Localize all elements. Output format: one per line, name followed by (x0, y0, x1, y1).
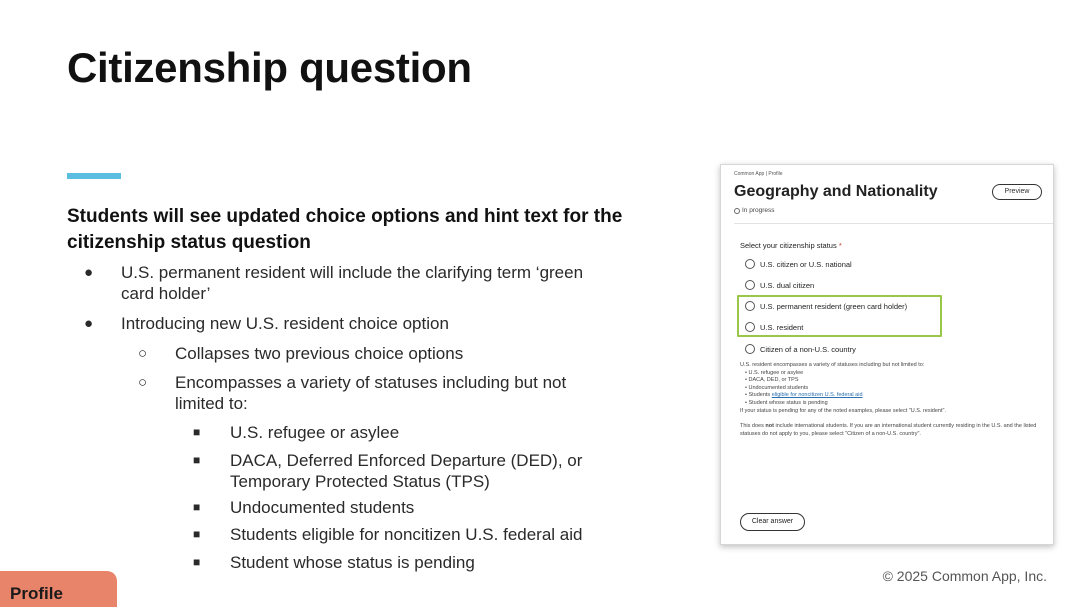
bullet-item (138, 372, 615, 414)
accent-bar (67, 173, 121, 179)
option-label: U.S. permanent resident (green card holder) (760, 301, 908, 311)
option-dual-citizen[interactable] (745, 280, 814, 290)
bullet-item (193, 497, 620, 518)
hint-item: • Students eligible for noncitizen U.S. federal aid (745, 392, 863, 399)
highlight-box (737, 295, 942, 337)
bullet-text: U.S. refugee or asylee (230, 423, 400, 442)
hint-intro: U.S. resident encompasses a variety of statuses including but not limited to: (740, 362, 925, 368)
clear-answer-button[interactable]: Clear answer (740, 513, 805, 531)
option-label: U.S. citizen or U.S. national (760, 259, 852, 269)
bullet-text: Introducing new U.S. resident choice option (121, 314, 449, 333)
bullet-marker: ■ (193, 453, 201, 467)
bullet-marker: ■ (193, 555, 201, 569)
option-label: Citizen of a non-U.S. country (760, 344, 856, 354)
bullet-text: DACA, Deferred Enforced Departure (DED), or Temporary Protected Status (TPS) (230, 451, 583, 491)
status-indicator (734, 207, 775, 214)
slide-title: Citizenship question (67, 44, 472, 91)
hint-pending: If your status is pending for any of the noted examples, please select "U.S. resident". (740, 407, 946, 414)
option-label: U.S. dual citizen (760, 280, 815, 290)
bullet-marker: ○ (138, 374, 148, 391)
bullet-text: Student whose status is pending (230, 553, 475, 572)
form-screenshot (720, 164, 1054, 545)
hint-item: • Student whose status is pending (745, 399, 828, 406)
bullet-item (193, 524, 620, 545)
bullet-text: Collapses two previous choice options (175, 344, 464, 363)
radio-button[interactable] (745, 259, 755, 269)
option-label: U.S. resident (760, 322, 804, 332)
bullet-item (138, 343, 615, 364)
hint-item: • Undocumented students (745, 384, 809, 391)
bullet-item (84, 262, 591, 304)
slide-subhead: Students will see updated choice options and hint text for the citizenship status question (67, 206, 623, 253)
bullet-item (84, 313, 591, 334)
bullet-marker: ● (84, 315, 94, 332)
option-us-citizen[interactable] (745, 259, 852, 269)
profile-tab-label: Profile (10, 584, 63, 603)
preview-button[interactable]: Preview (992, 184, 1042, 200)
copyright: © 2025 Common App, Inc. (882, 568, 1047, 584)
divider (734, 223, 1054, 224)
bullet-marker: ■ (193, 500, 201, 514)
radio-button[interactable] (745, 344, 755, 354)
bullet-text: U.S. permanent resident will include the clarifying term ‘green card holder’ (121, 263, 584, 303)
bullet-text: Students eligible for noncitizen U.S. federal aid (230, 525, 583, 544)
question-label (740, 241, 842, 250)
status-circle-icon (734, 208, 740, 214)
federal-aid-link[interactable]: eligible for noncitizen U.S. federal aid (771, 392, 863, 399)
bullet-item (193, 422, 620, 443)
required-mark: * (838, 241, 842, 250)
status-text: In progress (742, 207, 775, 214)
page-title: Geography and Nationality (734, 183, 938, 200)
bullet-marker: ● (84, 264, 94, 281)
hint-international: This does not include international students. If you are an international student currently residing in the U.S. and the listed statuses do not apply to you, please select "Citizen of a non-U.S. country". (740, 423, 1037, 437)
bullet-item (193, 450, 620, 492)
profile-tab (0, 571, 117, 607)
bullet-marker: ■ (193, 425, 201, 439)
option-non-us-citizen[interactable] (745, 344, 856, 354)
radio-button[interactable] (745, 280, 755, 290)
bullet-text: Undocumented students (230, 498, 415, 517)
hint-item: • DACA, DED, or TPS (745, 377, 799, 384)
hint-item: • U.S. refugee or asylee (745, 369, 804, 376)
hint-text (740, 362, 1040, 438)
bullet-marker: ■ (193, 527, 201, 541)
question-text: Select your citizenship status (740, 241, 837, 250)
breadcrumb: Common App | Profile (734, 171, 783, 177)
bullet-marker: ○ (138, 345, 148, 362)
bullet-text: Encompasses a variety of statuses including but not limited to: (175, 373, 567, 413)
bullet-item (193, 552, 620, 573)
